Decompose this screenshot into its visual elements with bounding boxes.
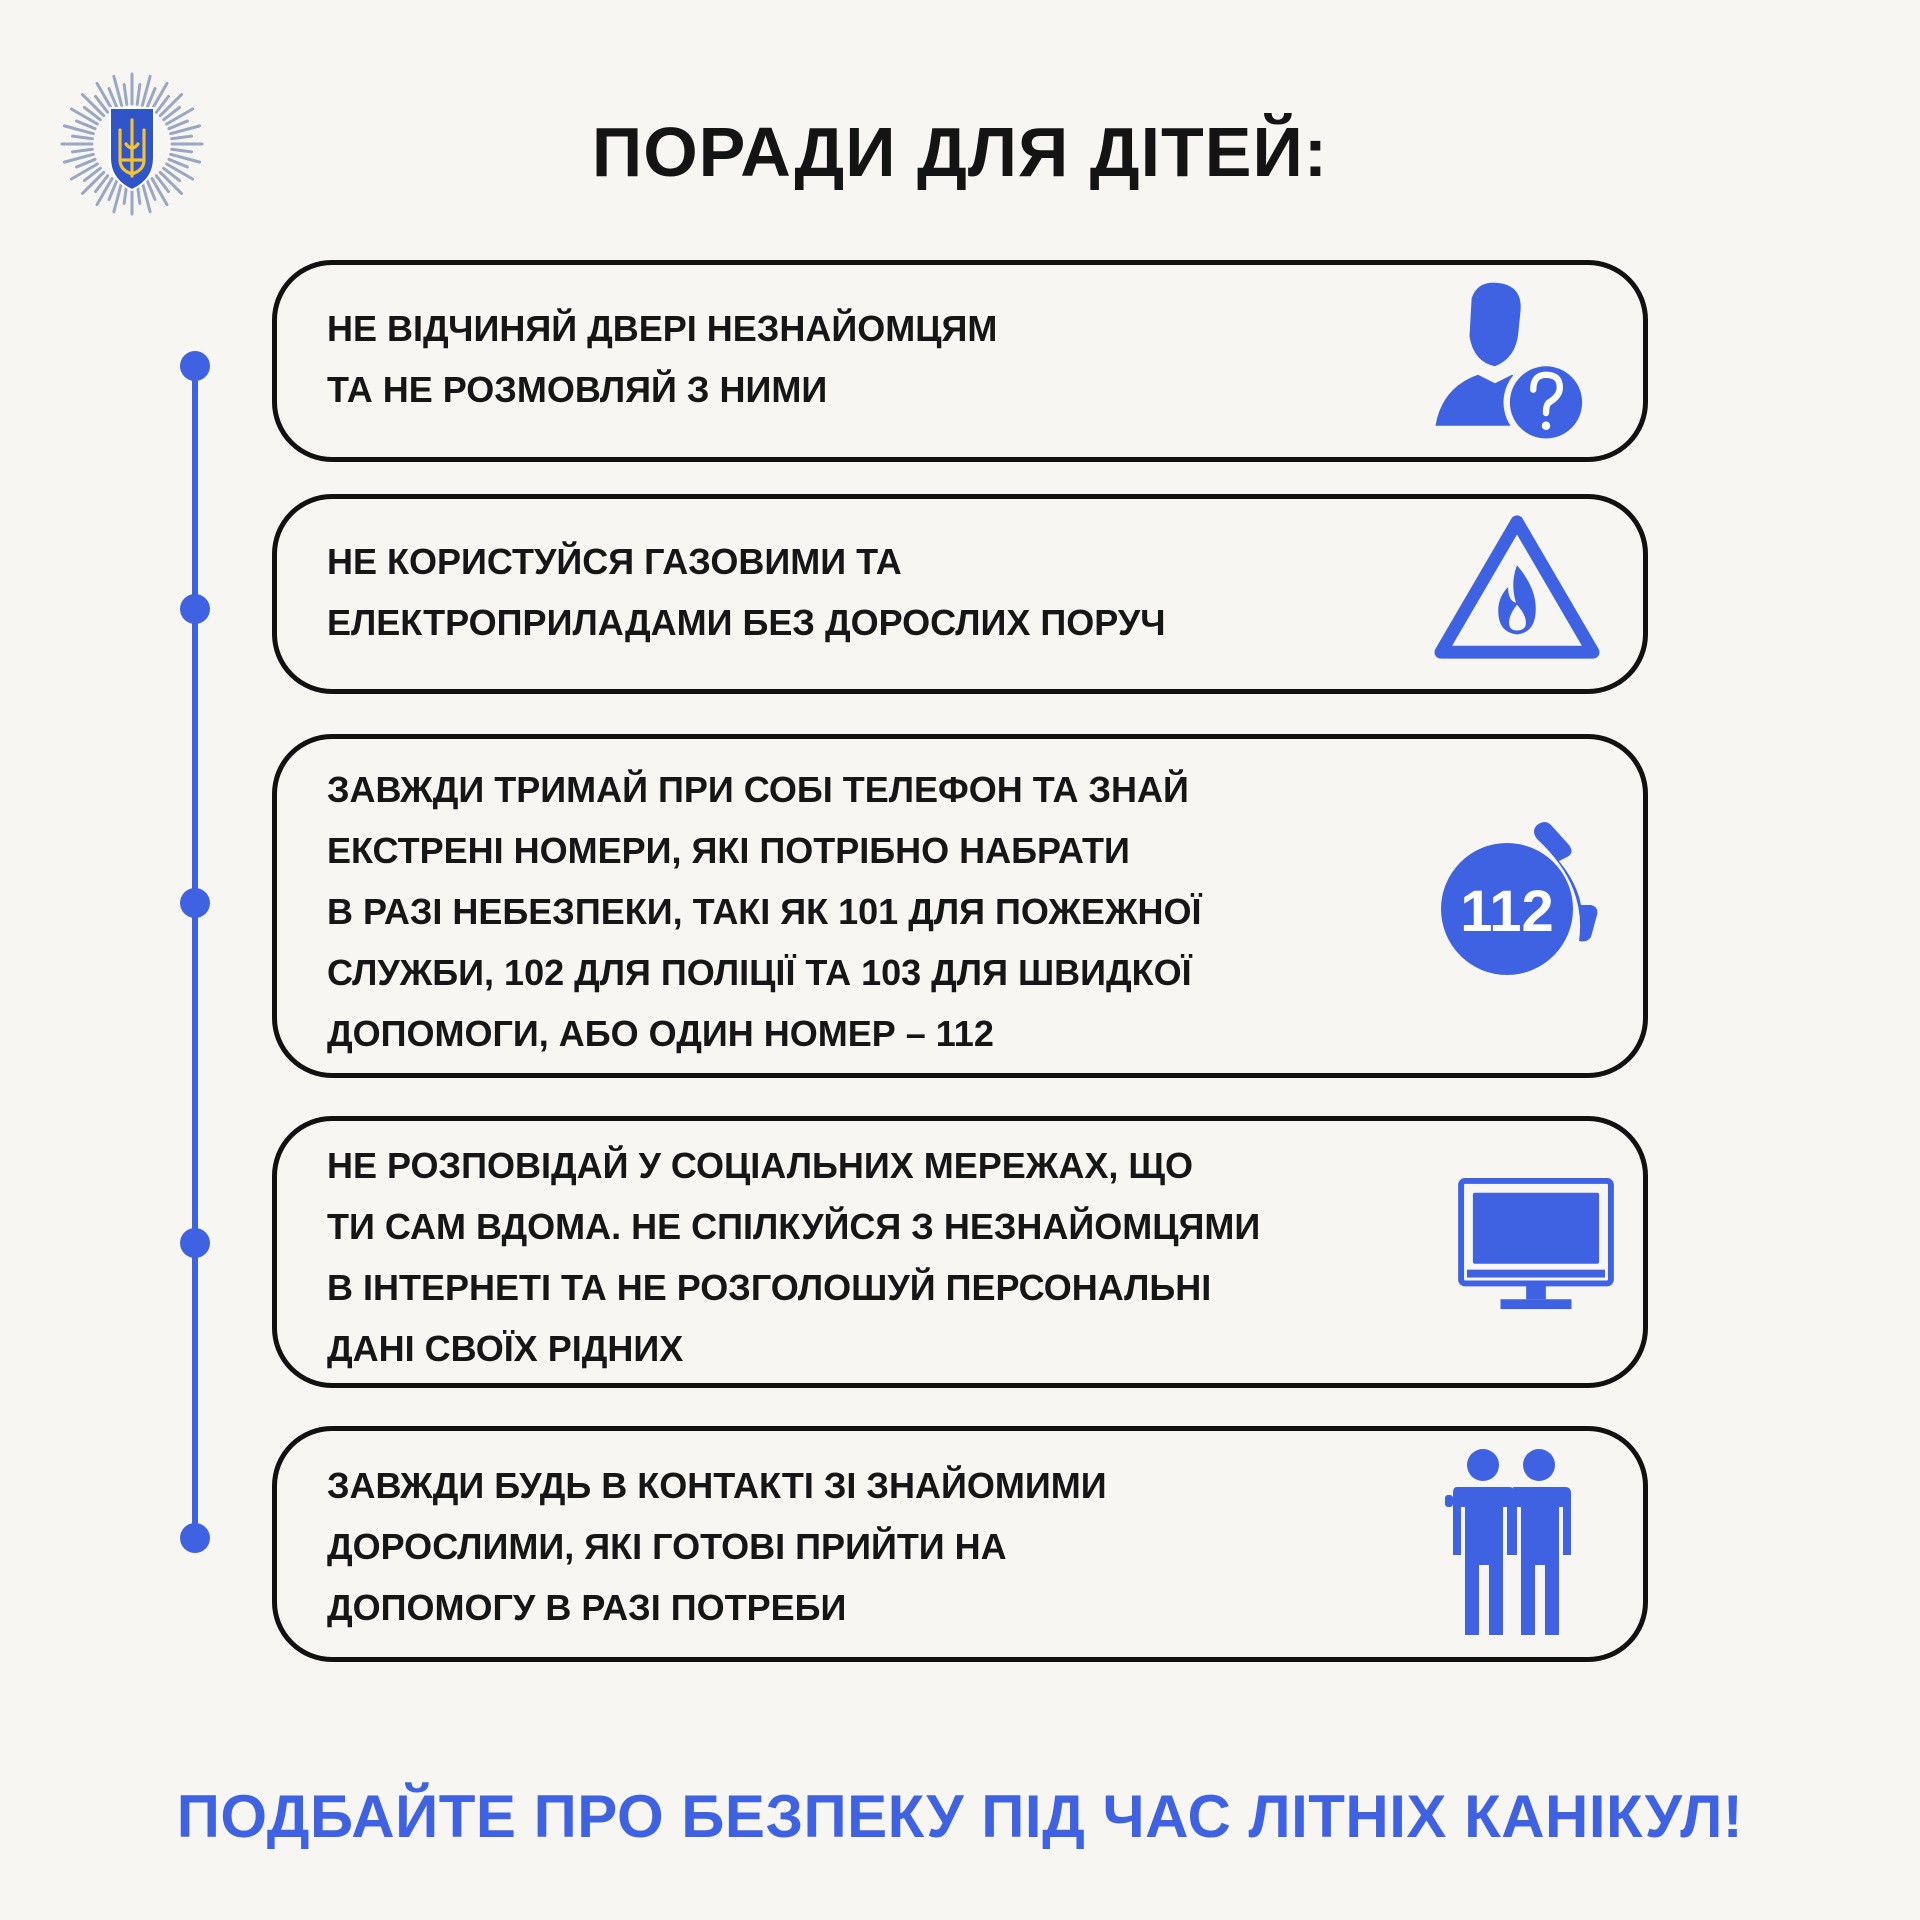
timeline-dot — [180, 1523, 210, 1553]
timeline-dot — [180, 351, 210, 381]
tip-card-appliances — [272, 494, 1648, 694]
fire-warning-icon — [1433, 513, 1601, 663]
tip-text: НЕ КОРИСТУЙСЯ ГАЗОВИМИ ТА ЕЛЕКТРОПРИЛАДАМИ БЕЗ ДОРОСЛИХ ПОРУЧ — [327, 541, 1166, 643]
two-adults-icon — [1433, 1445, 1583, 1645]
tip-card-emergency-numbers — [272, 734, 1648, 1078]
timeline-dot — [180, 888, 210, 918]
stranger-question-icon — [1427, 277, 1597, 447]
tip-text: НЕ ВІДЧИНЯЙ ДВЕРІ НЕЗНАЙОМЦЯМ ТА НЕ РОЗМОВЛЯЙ З НИМИ — [327, 308, 998, 410]
page-title: ПОРАДИ ДЛЯ ДІТЕЙ: — [591, 113, 1329, 191]
tip-text: ЗАВЖДИ БУДЬ В КОНТАКТІ ЗІ ЗНАЙОМИМИ ДОРОСЛИМИ, ЯКІ ГОТОВІ ПРИЙТИ НА ДОПОМОГУ В РАЗІ ПОТРЕБИ — [327, 1465, 1107, 1628]
timeline-line — [192, 366, 198, 1538]
tip-text: НЕ РОЗПОВІДАЙ У СОЦІАЛЬНИХ МЕРЕЖАХ, ЩО ТИ САМ ВДОМА. НЕ СПІЛКУЙСЯ З НЕЗНАЙОМЦЯМИ В ІНТЕРНЕТІ ТА НЕ РОЗГОЛОШУЙ ПЕРСОНАЛЬНІ ДАНІ СВОЇХ РІДНИХ — [327, 1145, 1261, 1369]
tip-text: ЗАВЖДИ ТРИМАЙ ПРИ СОБІ ТЕЛЕФОН ТА ЗНАЙ ЕКСТРЕНІ НОМЕРИ, ЯКІ ПОТРІБНО НАБРАТИ В РАЗІ НЕБЕЗПЕКИ, ТАКІ ЯК 101 ДЛЯ ПОЖЕЖНОЇ СЛУЖБИ, 102 ДЛЯ ПОЛІЦІЇ ТА 103 ДЛЯ ШВИДКОЇ ДОПОМОГИ, АБО ОДИН НОМЕР – 112 — [327, 769, 1202, 1054]
tip-card-strangers — [272, 260, 1648, 462]
tip-card-social-networks — [272, 1116, 1648, 1388]
computer-monitor-icon — [1457, 1177, 1615, 1315]
emergency-112-icon — [1427, 813, 1607, 983]
tip-card-trusted-adults — [272, 1426, 1648, 1662]
timeline-dot — [180, 594, 210, 624]
timeline-dot — [180, 1228, 210, 1258]
svg-text:112: 112 — [1460, 879, 1554, 944]
footer-slogan: ПОДБАЙТЕ ПРО БЕЗПЕКУ ПІД ЧАС ЛІТНІХ КАНІКУЛ! — [176, 1783, 1744, 1850]
